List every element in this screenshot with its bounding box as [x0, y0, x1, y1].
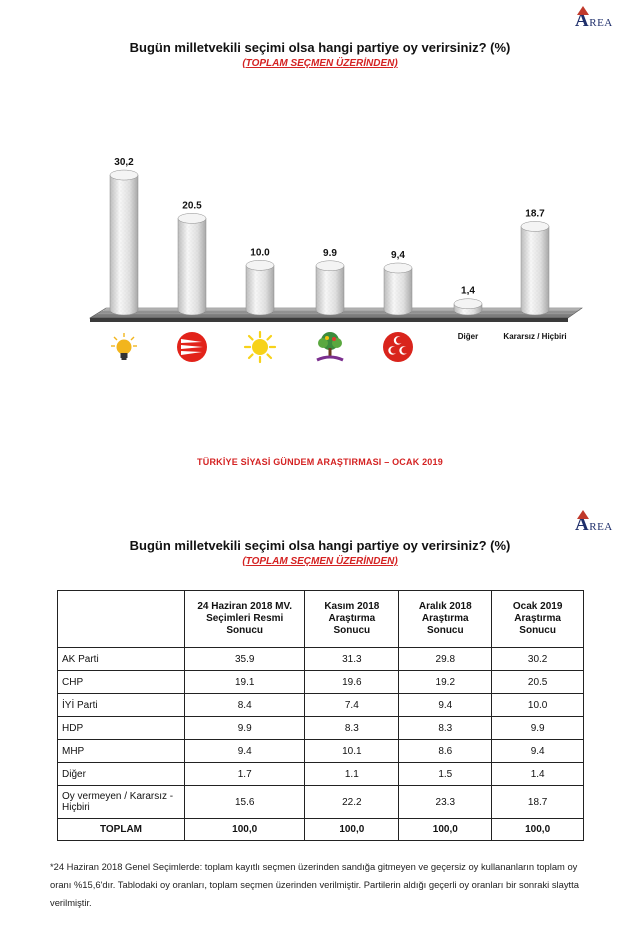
data-label-2: 10.0	[250, 247, 270, 259]
cell-value: 9.4	[399, 694, 492, 717]
cell-value: 7.4	[305, 694, 399, 717]
bar-4	[384, 263, 412, 315]
bar-texture	[384, 268, 412, 315]
total-label: TOPLAM	[58, 819, 185, 841]
cell-value: 8.3	[399, 717, 492, 740]
table-row	[58, 648, 584, 671]
cell-value: 31.3	[305, 648, 399, 671]
bar-cap	[178, 213, 206, 223]
cell-value: 1.1	[305, 763, 399, 786]
cell-value: 8.3	[305, 717, 399, 740]
header-jan-2019: Ocak 2019 Araştırma Sonucu	[492, 591, 584, 648]
bar-cap	[110, 170, 138, 180]
table-row	[58, 671, 584, 694]
table-row	[58, 740, 584, 763]
hdp-tree-icon	[313, 330, 347, 364]
data-label-3: 9.9	[323, 247, 337, 259]
data-label-0: 30,2	[114, 157, 134, 169]
chart-title: Bugün milletvekili seçimi olsa hangi partiye oy verirsiniz? (%)	[129, 40, 511, 55]
chart-subtitle: (TOPLAM SEÇMEN ÜZERİNDEN)	[242, 58, 398, 69]
logo-triangle-icon	[577, 6, 589, 15]
logo-rest-2: REA	[589, 521, 613, 533]
logo-triangle-icon-2	[577, 510, 589, 519]
cell-value: 29.8	[399, 648, 492, 671]
header-june-2018: 24 Haziran 2018 MV. Seçimleri Resmi Sonucu	[185, 591, 305, 648]
cell-value: 19.1	[185, 671, 305, 694]
bar-cap	[521, 221, 549, 231]
table-row	[58, 717, 584, 740]
total-value: 100,0	[399, 819, 492, 841]
table-subtitle: (TOPLAM SEÇMEN ÜZERİNDEN)	[242, 556, 398, 567]
cell-value: 1.4	[492, 763, 584, 786]
cell-value: 9.9	[185, 717, 305, 740]
logo-letter-2: A	[575, 514, 590, 535]
total-value: 100,0	[185, 819, 305, 841]
total-value: 100,0	[492, 819, 584, 841]
cell-value: 19.6	[305, 671, 399, 694]
header-nov-2018: Kasım 2018 Araştırma Sonucu	[305, 591, 399, 648]
row-party: MHP	[58, 740, 185, 763]
cell-value: 9.4	[185, 740, 305, 763]
table-row	[58, 694, 584, 717]
cell-value: 8.4	[185, 694, 305, 717]
cell-value: 22.2	[305, 786, 399, 819]
logo-letter: A	[575, 10, 590, 31]
bar-2	[246, 260, 274, 315]
bar-texture	[110, 175, 138, 315]
cell-value: 18.7	[492, 786, 584, 819]
table-row	[58, 763, 584, 786]
total-value: 100,0	[305, 819, 399, 841]
bar-5	[454, 299, 482, 315]
area-logo	[575, 10, 613, 32]
mhp-crescents-icon	[381, 330, 415, 364]
cell-value: 23.3	[399, 786, 492, 819]
cell-value: 9.4	[492, 740, 584, 763]
row-party: HDP	[58, 717, 185, 740]
header-party	[58, 591, 185, 648]
row-party: CHP	[58, 671, 185, 694]
table-title: Bugün milletvekili seçimi olsa hangi partiye oy verirsiniz? (%)	[129, 538, 511, 553]
survey-label: TÜRKİYE SİYASİ GÜNDEM ARAŞTIRMASI – OCAK 2019	[197, 457, 443, 467]
bar-cap	[246, 260, 274, 270]
cell-value: 15.6	[185, 786, 305, 819]
cell-value: 20.5	[492, 671, 584, 694]
results-table	[57, 590, 584, 841]
cell-value: 30.2	[492, 648, 584, 671]
bar-cap	[384, 263, 412, 273]
bar-cap	[316, 261, 344, 271]
row-party: İYİ Parti	[58, 694, 185, 717]
header-dec-2018: Aralık 2018 Araştırma Sonucu	[399, 591, 492, 648]
row-party: AK Parti	[58, 648, 185, 671]
bar-texture	[178, 218, 206, 315]
bar-texture	[316, 266, 344, 315]
bar-6	[521, 221, 549, 315]
data-label-1: 20.5	[182, 200, 202, 212]
cell-value: 1.7	[185, 763, 305, 786]
data-label-5: 1,4	[461, 285, 475, 297]
table-header-row	[58, 591, 584, 648]
chp-arrows-icon	[175, 330, 209, 364]
row-party: Oy vermeyen / Kararsız - Hiçbiri	[58, 786, 185, 819]
row-party: Diğer	[58, 763, 185, 786]
akp-bulb-icon	[107, 330, 141, 364]
bar-3	[316, 261, 344, 315]
data-label-4: 9,4	[391, 249, 405, 261]
bar-texture	[521, 226, 549, 315]
data-label-6: 18.7	[525, 208, 545, 220]
area-logo-2	[575, 514, 613, 536]
bar-texture	[246, 265, 274, 315]
iyi-sun-icon	[243, 330, 277, 364]
bar-0	[110, 170, 138, 315]
cell-value: 10.0	[492, 694, 584, 717]
footnote: *24 Haziran 2018 Genel Seçimlerde: toplam kayıtlı seçmen üzerinden sandığa gitmeyen ve geçersiz oy kullananların toplam oy oranı %15,6'dır. Tablodaki oy oranları, toplam seçmen üzerinden verilmiştir. Partilerin aldığı geçerli oy oranları bir sonraki slaytta verilmiştir.	[50, 861, 579, 908]
floor-edge	[90, 318, 568, 322]
cell-value: 8.6	[399, 740, 492, 763]
cell-value: 35.9	[185, 648, 305, 671]
category-label-5: Diğer	[457, 332, 479, 341]
bar-cap	[454, 299, 482, 309]
table-total-row	[58, 819, 584, 841]
cell-value: 19.2	[399, 671, 492, 694]
cell-value: 1.5	[399, 763, 492, 786]
category-label-6: Kararsız / Hiçbiri	[503, 332, 567, 341]
cell-value: 9.9	[492, 717, 584, 740]
cell-value: 10.1	[305, 740, 399, 763]
bar-1	[178, 213, 206, 315]
table-row	[58, 786, 584, 819]
logo-rest: REA	[589, 17, 613, 29]
